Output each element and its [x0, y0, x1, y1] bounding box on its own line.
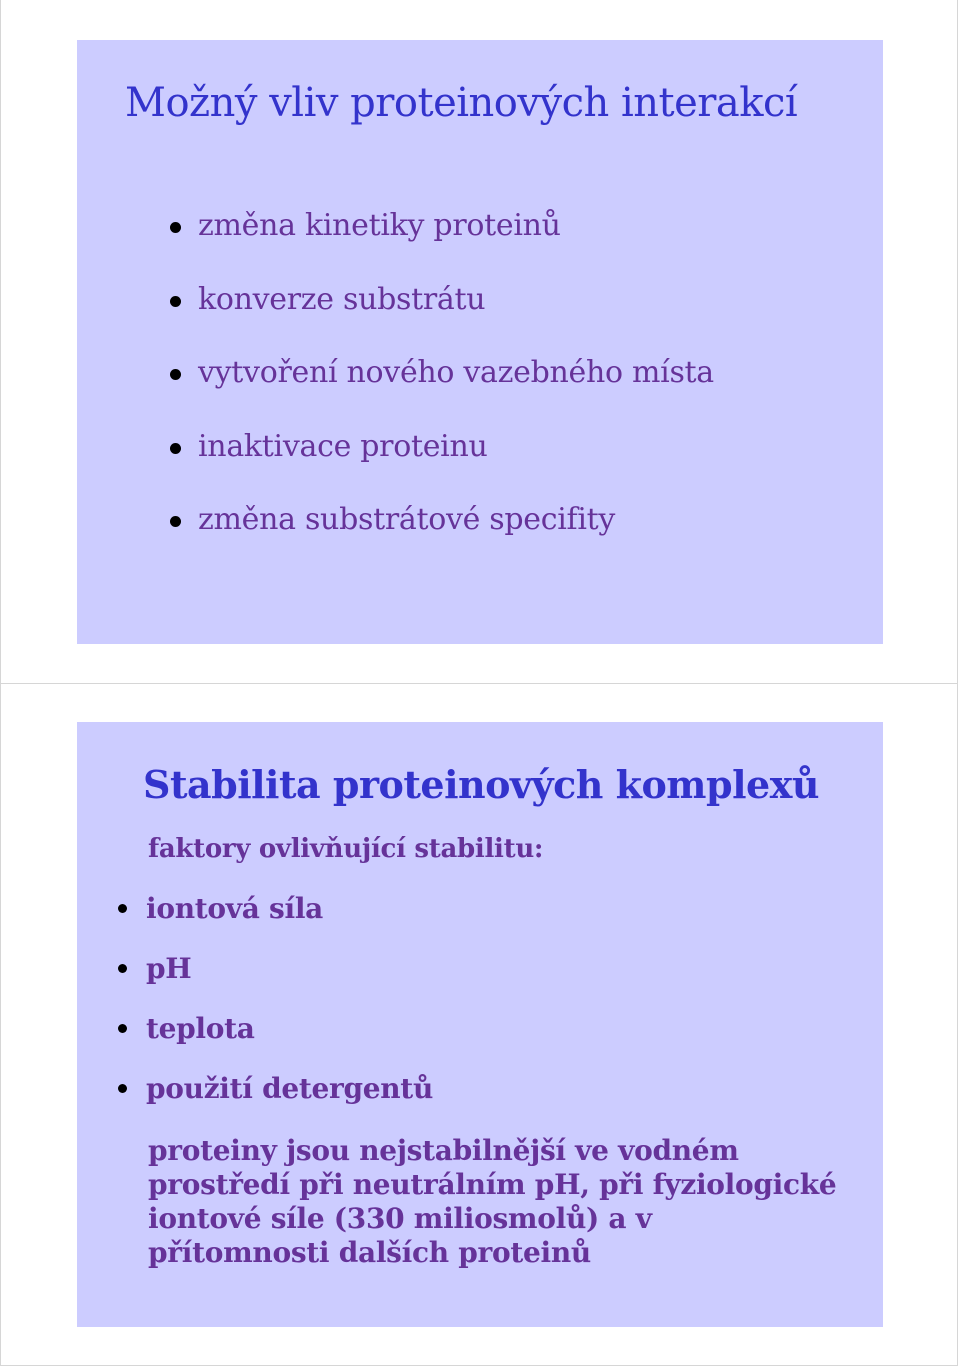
- slide-interactions: [77, 40, 883, 644]
- factors-list: [117, 892, 433, 1132]
- bullet-icon: [170, 516, 181, 527]
- list-item: [117, 892, 433, 952]
- list-item: [170, 502, 714, 576]
- list-item-text: vytvoření nového vazebného místa: [198, 355, 714, 390]
- list-item: [170, 355, 714, 429]
- list-item: [117, 1012, 433, 1072]
- slide-title: Stabilita proteinových komplexů: [143, 762, 819, 807]
- list-item: [170, 208, 714, 282]
- list-item-text: konverze substrátu: [198, 281, 486, 317]
- bullet-icon: [118, 904, 127, 913]
- slide-subtitle: faktory ovlivňující stabilitu:: [148, 834, 544, 864]
- slide-title: Možný vliv proteinových interakcí: [125, 80, 798, 126]
- bullet-icon: [170, 222, 181, 233]
- list-item-text: použití detergentů: [146, 1072, 434, 1105]
- list-item: [117, 1072, 433, 1132]
- list-item: [170, 282, 714, 356]
- list-item: [170, 429, 714, 503]
- bullet-icon: [118, 1084, 127, 1093]
- list-item-text: inaktivace proteinu: [198, 428, 488, 464]
- list-item-text: změna kinetiky proteinů: [198, 208, 561, 243]
- list-item: [117, 952, 433, 1012]
- list-item-text: teplota: [146, 1012, 255, 1045]
- bullet-icon: [170, 296, 181, 307]
- bullet-icon: [170, 369, 181, 380]
- list-item-text: pH: [146, 952, 192, 985]
- bullet-icon: [170, 443, 181, 454]
- bullet-icon: [118, 1024, 127, 1033]
- list-item-text: iontová síla: [146, 892, 324, 925]
- slide-stability: [77, 722, 883, 1327]
- effects-list: [170, 208, 714, 576]
- stability-paragraph: proteiny jsou nejstabilnější ve vodném prostředí při neutrálním pH, při fyziologické iontové síle (330 miliosmolů) a v přítomnosti dalších proteinů: [148, 1134, 837, 1269]
- bullet-icon: [118, 964, 127, 973]
- list-item-text: změna substrátové specifity: [198, 502, 616, 537]
